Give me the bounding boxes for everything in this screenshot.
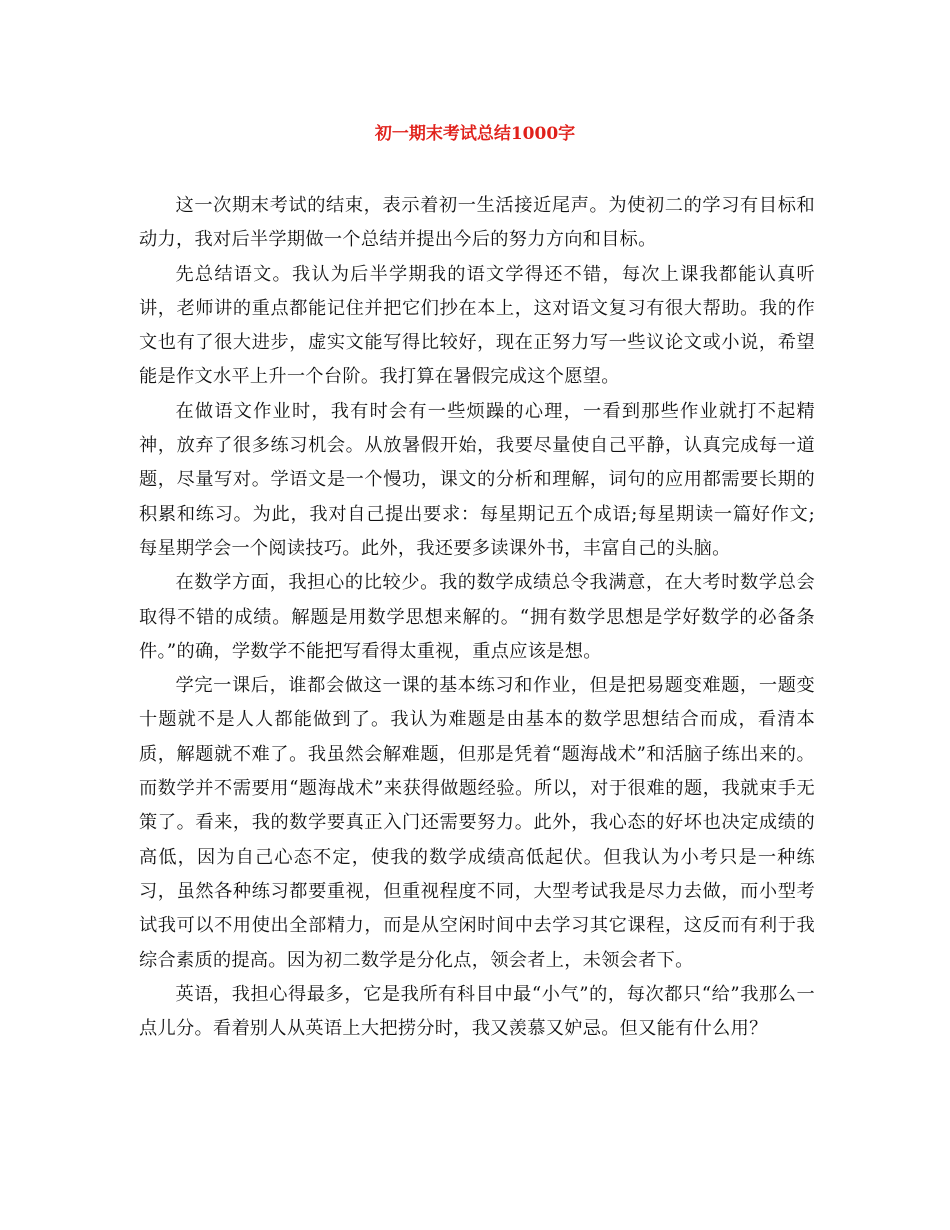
paragraph: 先总结语文。我认为后半学期我的语文学得还不错，每次上课我都能认真听讲，老师讲的重点都能记住并把它们抄在本上，这对语文复习有很大帮助。我的作文也有了很大进步，虚实文能写得比较好，现在正努力写一些议论文或小说，希望能是作文水平上升一个台阶。我打算在暑假完成这个愿望。 [139, 263, 815, 388]
paragraph: 学完一课后，谁都会做这一课的基本练习和作业，但是把易题变难题，一题变十题就不是人人都能做到了。我认为难题是由基本的数学思想结合而成，看清本质，解题就不难了。我虽然会解难题，但那是凭着“题海战术”和活脑子练出来的。而数学并不需要用“题海战术”来获得做题经验。所以，对于很难的题，我就束手无策了。看来，我的数学要真正入门还需要努力。此外，我心态的好坏也决定成绩的高低，因为自己心态不定，使我的数学成绩高低起伏。但我认为小考只是一种练习，虽然各种练习都要重视，但重视程度不同，大型考试我是尽力去做，而小型考试我可以不用使出全部精力，而是从空闲时间中去学习其它课程，这反而有利于我综合素质的提高。因为初二数学是分化点，领会者上，未领会者下。 [139, 675, 815, 971]
paragraph: 在做语文作业时，我有时会有一些烦躁的心理，一看到那些作业就打不起精神，放弃了很多练习机会。从放暑假开始，我要尽量使自己平静，认真完成每一道题，尽量写对。学语文是一个慢功，课文的分析和理解，词句的应用都需要长期的积累和练习。为此，我对自己提出要求：每星期记五个成语;每星期读一篇好作文;每星期学会一个阅读技巧。此外，我还要多读课外书，丰富自己的头脑。 [139, 400, 815, 559]
document-body [139, 189, 815, 1046]
paragraph: 英语，我担心得最多，它是我所有科目中最“小气”的，每次都只“给”我那么一点儿分。看着别人从英语上大把捞分时，我又羡慕又妒忌。但又能有什么用？ [139, 983, 815, 1040]
paragraph: 这一次期末考试的结束，表示着初一生活接近尾声。为使初二的学习有目标和动力，我对后半学期做一个总结并提出今后的努力方向和目标。 [139, 195, 815, 251]
document-title: 初一期末考试总结1000字 [374, 124, 576, 144]
paragraph: 在数学方面，我担心的比较少。我的数学成绩总令我满意，在大考时数学总会取得不错的成绩。解题是用数学思想来解的。“拥有数学思想是学好数学的必备条件。”的确，学数学不能把写看得太重视，重点应该是想。 [139, 572, 815, 662]
